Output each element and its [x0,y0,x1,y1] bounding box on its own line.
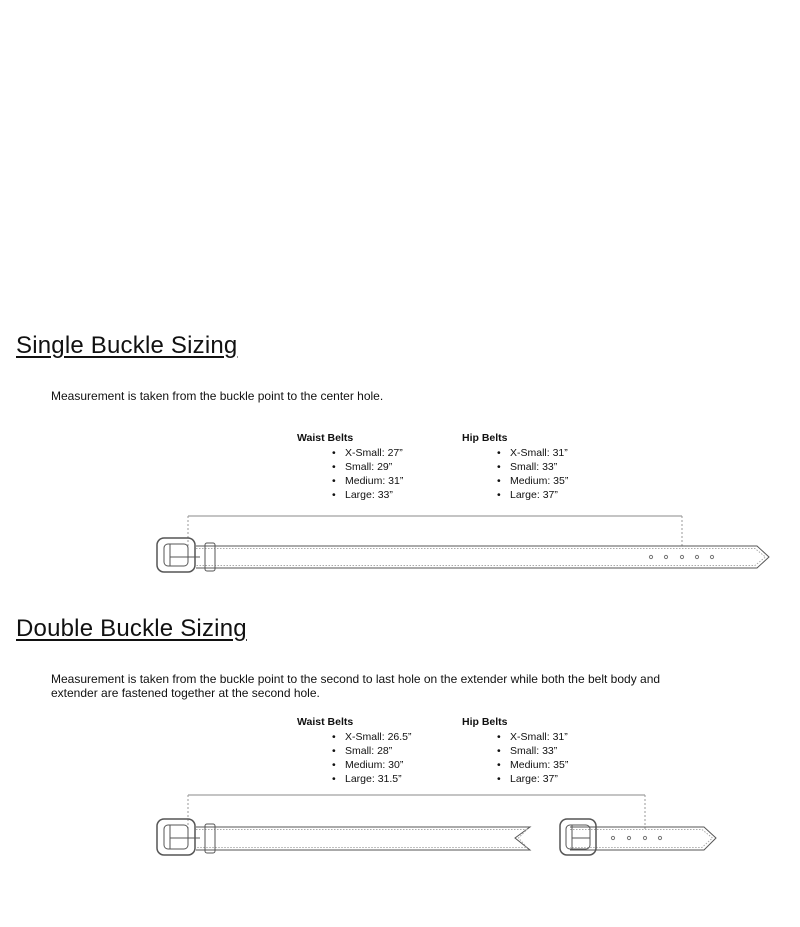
extender-hole [643,836,646,839]
buckle-icon [157,538,195,572]
double-buckle-belt-illustration [0,785,800,870]
belt-keeper [205,543,215,571]
belt-body [196,827,530,850]
double-waist-size-item: • Large: 31.5” [332,772,412,786]
double-buckle-description: Measurement is taken from the buckle point to the second to last hole on the extender while both the belt body and extender are fastened together at the second hole. [51,672,661,700]
single-waist-belts-list [297,432,403,502]
double-hip-size-item: • Medium: 35” [497,758,568,772]
single-waist-size-item: • Large: 33” [332,488,403,502]
belt-hole [680,555,683,558]
double-waist-size-item: • X-Small: 26.5” [332,730,412,744]
double-hip-belts-list [462,716,568,786]
extender-buckle-inner [566,825,590,849]
belt-hole [710,555,713,558]
single-waist-size-item: • X-Small: 27” [332,446,403,460]
belt-hole [649,555,652,558]
double-waist-belts-list [297,716,412,786]
double-waist-heading: Waist Belts [297,716,354,728]
double-hip-size-item: • Small: 33” [497,744,568,758]
belt-strap [196,546,769,568]
double-waist-size-item: • Medium: 30” [332,758,412,772]
extender-hole [627,836,630,839]
double-hip-size-item: • X-Small: 31” [497,730,568,744]
buckle-inner [164,544,188,566]
single-waist-size-item: • Medium: 31” [332,474,403,488]
belt-hole [695,555,698,558]
belt-hole [664,555,667,558]
double-hip-heading: Hip Belts [462,716,508,728]
extender-hole [658,836,661,839]
double-buckle-title: Double Buckle Sizing [16,615,247,642]
double-hip-size-item: • Large: 37” [497,772,568,786]
single-hip-size-item: • X-Small: 31” [497,446,568,460]
single-hip-size-item: • Large: 37” [497,488,568,502]
single-buckle-belt-illustration [0,505,800,585]
belt-keeper [205,824,215,853]
single-hip-heading: Hip Belts [462,432,508,444]
single-hip-size-item: • Small: 33” [497,460,568,474]
buckle-icon [157,819,195,855]
single-hip-size-item: • Medium: 35” [497,474,568,488]
belt-body-stitching [196,830,527,848]
single-hip-belts-list [462,432,568,502]
extender-stitching [570,830,713,848]
buckle-inner [164,825,188,849]
single-buckle-description: Measurement is taken from the buckle point to the center hole. [51,389,384,403]
single-buckle-title: Single Buckle Sizing [16,332,238,359]
extender-hole [611,836,614,839]
single-waist-heading: Waist Belts [297,432,354,444]
single-waist-size-item: • Small: 29” [332,460,403,474]
double-waist-size-item: • Small: 28” [332,744,412,758]
